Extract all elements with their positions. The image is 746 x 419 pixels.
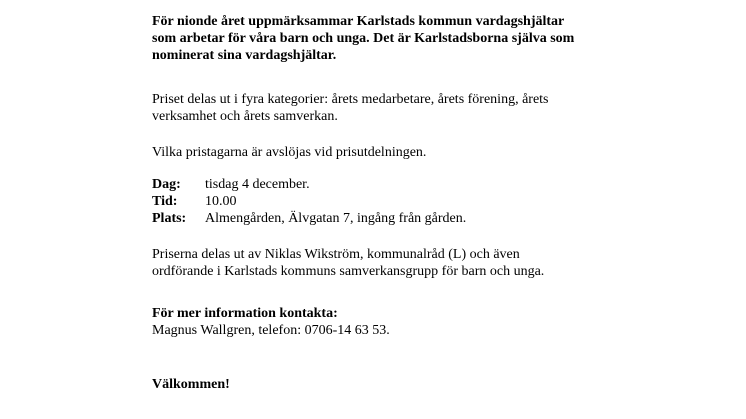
- event-details: [152, 176, 466, 227]
- time-label: Tid:: [152, 194, 178, 209]
- place-value: Almengården, Älvgatan 7, ingång från gården.: [205, 211, 467, 226]
- intro-line-2: som arbetar för våra barn och unga. Det är Karlstadsborna själva som: [152, 31, 575, 46]
- closing-text: Välkommen!: [152, 377, 230, 392]
- detail-place: [152, 210, 466, 227]
- presenter-line-2: ordförande i Karlstads kommuns samverkansgrupp för barn och unga.: [152, 264, 545, 279]
- intro-line-1: För nionde året uppmärksammar Karlstads kommun vardagshjältar: [152, 14, 565, 29]
- contact-heading: För mer information kontakta:: [152, 306, 338, 321]
- categories-paragraph: [152, 91, 622, 125]
- time-value: 10.00: [205, 194, 237, 209]
- presenter-paragraph: [152, 246, 622, 280]
- detail-day: [152, 176, 466, 193]
- detail-time: [152, 193, 466, 210]
- intro-line-3: nominerat sina vardagshjältar.: [152, 48, 337, 63]
- categories-line-2: verksamhet och årets samverkan.: [152, 109, 338, 124]
- intro-paragraph: [152, 13, 622, 64]
- closing-greeting: [152, 376, 230, 393]
- reveal-text: Vilka pristagarna är avslöjas vid prisutdelningen.: [152, 145, 427, 160]
- presenter-line-1: Priserna delas ut av Niklas Wikström, kommunalråd (L) och även: [152, 247, 520, 262]
- categories-line-1: Priset delas ut i fyra kategorier: årets medarbetare, årets förening, årets: [152, 92, 549, 107]
- day-label: Dag:: [152, 177, 181, 192]
- day-value: tisdag 4 december.: [205, 177, 310, 192]
- place-label: Plats:: [152, 211, 187, 226]
- reveal-paragraph: [152, 144, 622, 161]
- contact-block: [152, 305, 622, 339]
- contact-person: Magnus Wallgren, telefon: 0706-14 63 53.: [152, 323, 390, 338]
